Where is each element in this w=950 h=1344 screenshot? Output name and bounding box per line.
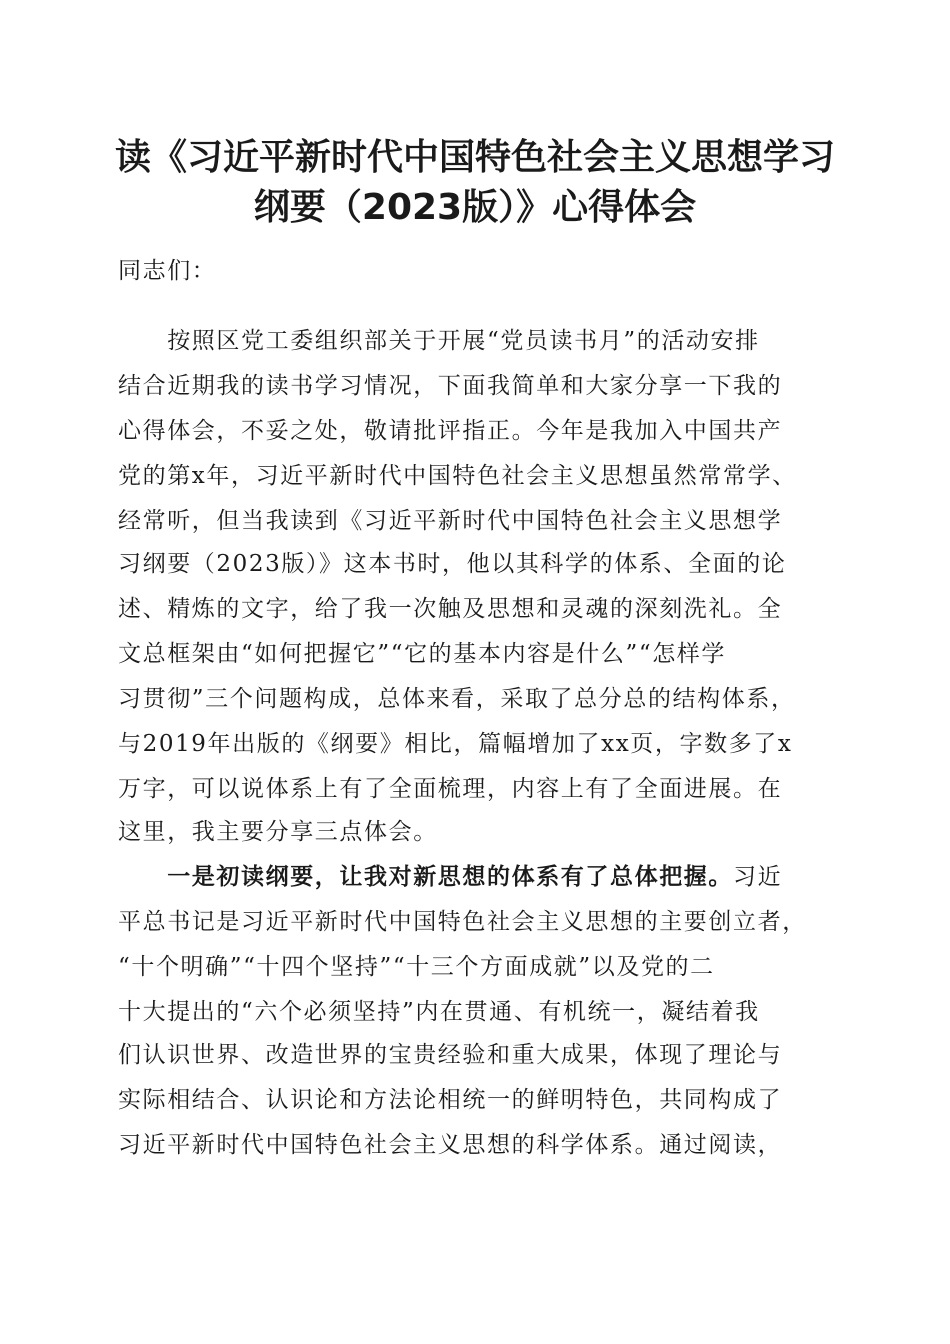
document-title-line-2: 纲要（2023版）》心得体会 (253, 187, 697, 228)
section-heading-1: 一是初读纲要，让我对新思想的体系有了总体把握。 (118, 863, 733, 890)
document-title-line-1: 读《习近平新时代中国特色社会主义思想学习 (114, 137, 835, 178)
paragraph-line: 结合近期我的读书学习情况，下面我简单和大家分享一下我的 (118, 373, 783, 399)
paragraph-line: 习纲要（2023版）》这本书时，他以其科学的体系、全面的论 (118, 551, 787, 577)
paragraph-line: 平总书记是习近平新时代中国特色社会主义思想的主要创立者， (118, 909, 807, 935)
paragraph-line-rest: 习近 (733, 864, 783, 890)
paragraph-line: 们认识世界、改造世界的宝贵经验和重大成果，体现了理论与 (118, 1042, 783, 1068)
paragraph-line: 述、精炼的文字，给了我一次触及思想和灵魂的深刻洗礼。全 (118, 596, 783, 622)
paragraph-line: 按照区党工委组织部关于开展“党员读书月”的活动安排 (118, 328, 760, 354)
paragraph-line: 与2019年出版的《纲要》相比，篇幅增加了xx页，字数多了x (118, 731, 793, 757)
paragraph-line: 习近平新时代中国特色社会主义思想的科学体系。通过阅读， (118, 1132, 783, 1158)
paragraph-line: 实际相结合、认识论和方法论相统一的鲜明特色，共同构成了 (118, 1087, 783, 1113)
paragraph-line: 经常听，但当我读到《习近平新时代中国特色社会主义思想学 (118, 508, 783, 534)
paragraph-line: 心得体会，不妥之处，敬请批评指正。今年是我加入中国共产 (118, 418, 783, 444)
paragraph-line: 党的第x年，习近平新时代中国特色社会主义思想虽然常常学、 (118, 463, 797, 489)
salutation: 同志们： (118, 258, 217, 284)
paragraph-line-with-heading (118, 862, 782, 892)
paragraph-line: 习贯彻”三个问题构成，总体来看，采取了总分总的结构体系， (118, 686, 796, 712)
paragraph-line: 十大提出的“六个必须坚持”内在贯通、有机统一，凝结着我 (118, 999, 760, 1025)
paragraph-line: 文总框架由“如何把握它”“它的基本内容是什么”“怎样学 (118, 641, 726, 667)
paragraph-line: 万字，可以说体系上有了全面梳理，内容上有了全面进展。在 (118, 776, 783, 802)
paragraph-line: “十个明确”“十四个坚持”“十三个方面成就”以及党的二 (118, 954, 715, 980)
paragraph-line: 这里，我主要分享三点体会。 (118, 819, 438, 845)
